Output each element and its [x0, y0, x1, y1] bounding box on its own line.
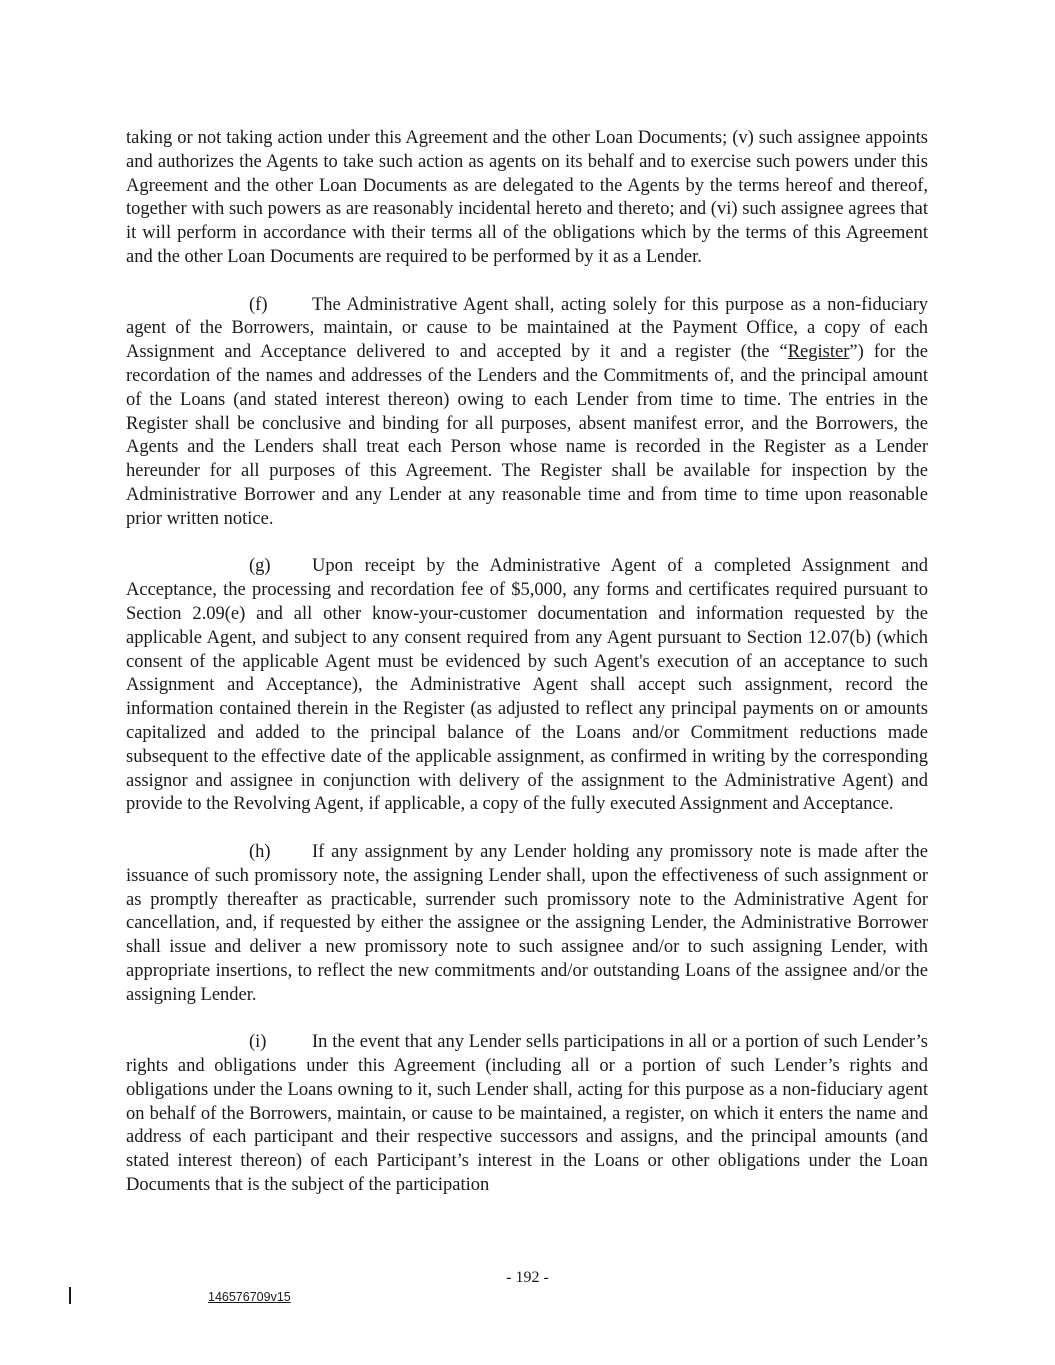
paragraph-g	[126, 555, 928, 817]
defined-term-register: Register	[787, 342, 850, 363]
paragraph-continuation: taking or not taking action under this Agreement and the other Loan Documents; (v) such assignee appoints and authorizes the Agents to take such action as agents on its behalf and to exercise such powers under this Agreement and the other Loan Documents as are delegated to the Agents by the terms hereof and thereof, together with such powers as are reasonably incidental hereto and thereto; and (vi) such assignee agrees that it will perform in accordance with their terms all of the obligations which by the terms of this Agreement and the other Loan Documents are required to be performed by it as a Lender.	[126, 128, 928, 267]
paragraph-text: The Administrative Agent shall, acting solely for this purpose as a non-fiduciary agent of the Borrowers, maintain, or cause to be maintained at the Payment Office, a copy of each Assignment and Acceptance delivered to and accepted by it and a register (the “	[126, 294, 928, 363]
paragraph-f	[126, 294, 928, 532]
paragraph-text: ”) for the recordation of the names and addresses of the Lenders and the Commitments of, and the principal amount of the Loans (and stated interest thereon) owing to each Lender from time to time. The entries in the Register shall be conclusive and binding for all purposes, absent manifest error, and the Borrowers, the Agents and the Lenders shall treat each Person whose name is recorded in the Register as a Lender hereunder for all purposes of this Agreement. The Register shall be available for inspection by the Administrative Borrower and any Lender at any reasonable time and from time to time upon reasonable prior written notice.	[126, 342, 928, 529]
paragraph-text: In the event that any Lender sells participations in all or a portion of such Lender’s rights and obligations under this Agreement (including all or a portion of such Lender’s rights and obligations under the Loans owning to it, such Lender shall, acting for this purpose as a non-fiduciary agent on behalf of the Borrowers, maintain, or cause to be maintained, a register, on which it enters the name and address of each participant and their respective successors and assigns, and the principal amounts (and stated interest thereon) of each Participant’s interest in the Loans or other obligations under the Loan Documents that is the subject of the participation	[126, 1032, 928, 1196]
paragraph-i	[126, 1031, 928, 1198]
revision-margin-bar	[69, 1287, 71, 1304]
paragraph-text: If any assignment by any Lender holding any promissory note is made after the issuance of such promissory note, the assigning Lender shall, upon the effectiveness of such assignment or as promptly thereafter as practicable, surrender such promissory note to the Administrative Agent for cancellation, and, if requested by either the assignee or the assigning Lender, the Administrative Borrower shall issue and deliver a new promissory note to such assignee and/or to such assigning Lender, with appropriate insertions, to reflect the new commitments and/or outstanding Loans of the assignee and/or the assigning Lender.	[126, 841, 928, 1005]
paragraph-h	[126, 841, 928, 1008]
paragraph-label: (f)	[249, 294, 268, 315]
paragraph-text: Upon receipt by the Administrative Agent of a completed Assignment and Acceptance, the processing and recordation fee of $5,000, any forms and certificates required pursuant to Section 2.09(e) and all other know-your-customer documentation and information requested by the applicable Agent, and subject to any consent required from any Agent pursuant to Section 12.07(b) (which consent of the applicable Agent must be evidenced by such Agent's execution of an acceptance to such Assignment and Acceptance), the Administrative Agent shall accept such assignment, record the information contained therein in the Register (as adjusted to reflect any principal payments on or amounts capitalized and added to the principal balance of the Loans and/or Commitment reductions made subsequent to the effective date of the applicable assignment, as confirmed in writing by the corresponding assignor and assignee in conjunction with delivery of the assignment to the Administrative Agent) and provide to the Revolving Agent, if applicable, a copy of the fully executed Assignment and Acceptance.	[126, 556, 928, 815]
paragraph-label: (g)	[249, 556, 271, 577]
document-id: 146576709v15	[208, 1290, 291, 1304]
paragraph-label: (i)	[249, 1032, 267, 1053]
paragraph-label: (h)	[249, 841, 271, 862]
document-body	[126, 127, 928, 1222]
page-number: - 192 -	[506, 1269, 549, 1286]
